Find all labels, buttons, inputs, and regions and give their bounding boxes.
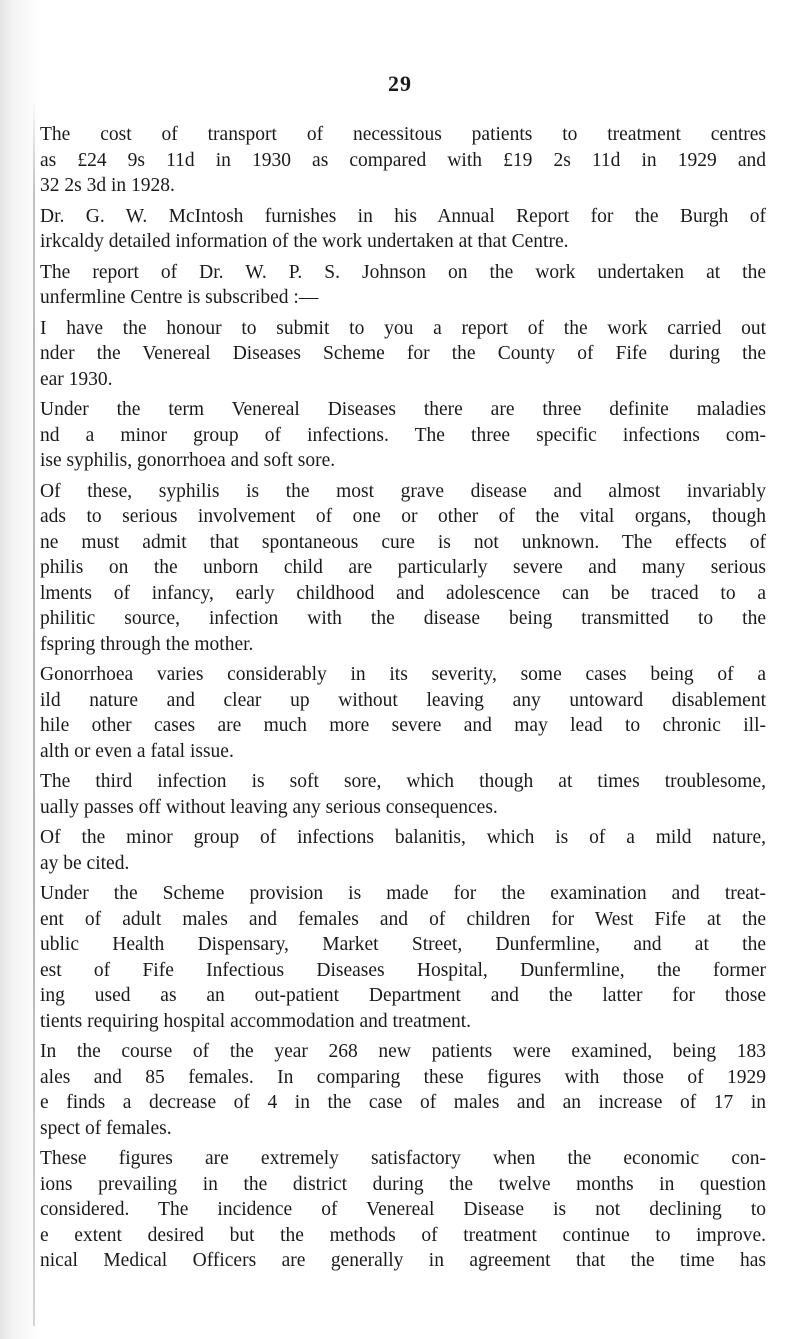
text-line: e extent desired but the methods of treatment continue to improve.: [40, 1224, 766, 1246]
text-line: I have the honour to submit to you a report of the work carried out: [40, 317, 766, 339]
text-line: spect of females.: [40, 1117, 172, 1139]
page-number: 29: [388, 71, 412, 96]
text-line: ay be cited.: [40, 852, 130, 874]
text-line: The cost of transport of necessitous patients to treatment centres: [40, 124, 766, 145]
binding-edge: [33, 96, 35, 1326]
text-line: ions prevailing in the district during the twelve months in question: [40, 1173, 766, 1195]
text-line: Gonorrhoea varies considerably in its severity, some cases being of a: [40, 664, 766, 685]
paragraph: [40, 881, 766, 1034]
text-line: philitic source, infection with the disease being transmitted to the: [40, 608, 766, 629]
text-line: considered. The incidence of Venereal Disease is not declining to: [40, 1199, 766, 1220]
text-line: Of the minor group of infections balanitis, which is of a mild nature,: [40, 827, 766, 848]
text-line: tients requiring hospital accommodation and treatment.: [40, 1010, 472, 1032]
paragraph: [40, 479, 766, 658]
paragraph: [40, 769, 766, 820]
paragraph: [40, 122, 766, 199]
text-line: ales and 85 females. In comparing these figures with those of 1929: [40, 1066, 766, 1088]
text-line: The report of Dr. W. P. S. Johnson on the work undertaken at the: [40, 261, 766, 283]
text-line: irkcaldy detailed information of the work undertaken at that Centre.: [40, 231, 569, 252]
text-line: ublic Health Dispensary, Market Street, Dunfermline, and at the: [40, 934, 766, 955]
text-line: ually passes off without leaving any serious consequences.: [40, 796, 498, 818]
paragraph: [40, 1039, 766, 1141]
text-line: ild nature and clear up without leaving any untoward disablement: [40, 689, 766, 711]
text-line: Under the term Venereal Diseases there are three definite maladies: [40, 399, 766, 420]
paragraph: [40, 662, 766, 764]
text-line: as £24 9s 11d in 1930 as compared with £19 2s 11d in 1929 and: [40, 149, 766, 171]
text-line: ear 1930.: [40, 368, 113, 390]
text-line: Dr. G. W. McIntosh furnishes in his Annual Report for the Burgh of: [40, 205, 766, 227]
text-line: est of Fife Infectious Diseases Hospital, Dunfermline, the former: [40, 959, 766, 981]
text-line: philis on the unborn child are particularly severe and many serious: [40, 557, 766, 578]
text-line: alth or even a fatal issue.: [40, 740, 234, 762]
paragraph: [40, 260, 766, 311]
text-line: hile other cases are much more severe and may lead to chronic ill-: [40, 715, 766, 736]
text-line: These figures are extremely satisfactory when the economic con-: [40, 1148, 766, 1169]
paragraph: [40, 825, 766, 876]
text-line: Of these, syphilis is the most grave disease and almost invariably: [40, 480, 766, 502]
text-line: lments of infancy, early childhood and adolescence can be traced to a: [40, 582, 766, 604]
paragraph: [40, 397, 766, 474]
text-line: In the course of the year 268 new patients were examined, being 183: [40, 1041, 766, 1062]
text-line: Under the Scheme provision is made for the examination and treat-: [40, 883, 766, 904]
text-line: ing used as an out-patient Department and the latter for those: [40, 985, 766, 1006]
text-line: nd a minor group of infections. The three specific infections com-: [40, 424, 766, 446]
text-line: unfermline Centre is subscribed :—: [40, 287, 319, 308]
report-body: [40, 122, 766, 1279]
text-line: 32 2s 3d in 1928.: [40, 175, 175, 196]
text-line: ise syphilis, gonorrhoea and soft sore.: [40, 450, 336, 471]
text-line: ne must admit that spontaneous cure is not unknown. The effects of: [40, 531, 766, 553]
paragraph: [40, 1146, 766, 1274]
text-line: fspring through the mother.: [40, 633, 254, 655]
text-line: ads to serious involvement of one or other of the vital organs, though: [40, 506, 766, 527]
paragraph: [40, 204, 766, 255]
text-line: e finds a decrease of 4 in the case of males and an increase of 17 in: [40, 1092, 766, 1113]
paragraph: [40, 316, 766, 393]
text-line: ent of adult males and females and of children for West Fife at the: [40, 908, 766, 930]
text-line: The third infection is soft sore, which though at times troublesome,: [40, 771, 766, 792]
text-line: nder the Venereal Diseases Scheme for the County of Fife during the: [40, 343, 766, 364]
text-line: nical Medical Officers are generally in agreement that the time has: [40, 1250, 766, 1271]
